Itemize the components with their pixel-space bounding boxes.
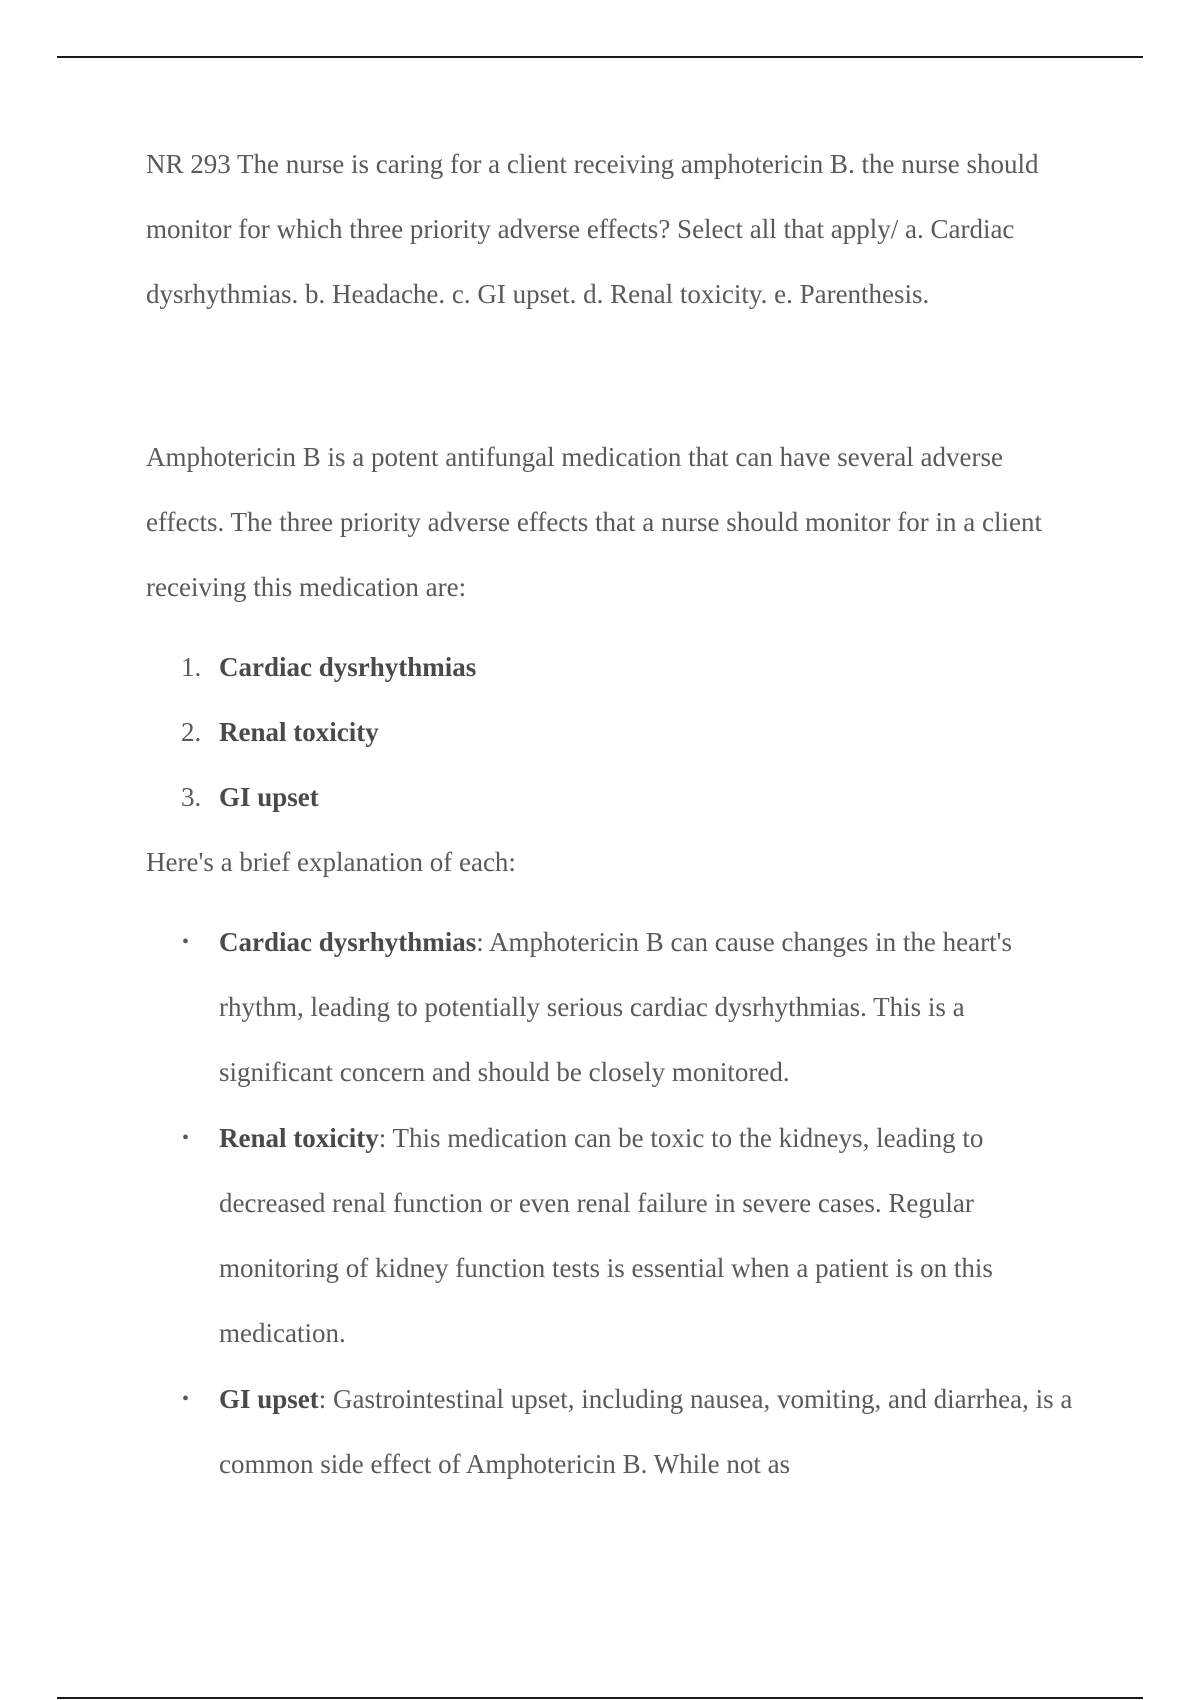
explanation-text: : Amphotericin B can cause changes in the heart's rhythm, leading to potentially serious cardiac dysrhythmias. This is a significant concern and should be closely monitored. xyxy=(219,927,1012,1087)
explanation-text: : Gastrointestinal upset, including nausea, vomiting, and diarrhea, is a common side effect of Amphotericin B. While not as xyxy=(219,1384,1073,1479)
explanation-list xyxy=(146,910,1076,1497)
priority-effect-1: Cardiac dysrhythmias xyxy=(219,652,477,682)
priority-effect-3: GI upset xyxy=(219,782,319,812)
document-body xyxy=(146,132,1076,1498)
top-divider xyxy=(57,56,1143,58)
list-item xyxy=(219,635,1076,700)
list-item xyxy=(219,765,1076,830)
bottom-divider xyxy=(57,1697,1143,1699)
explanation-term: GI upset xyxy=(219,1384,319,1414)
explanation-text: : This medication can be toxic to the kidneys, leading to decreased renal function or even renal failure in severe cases. Regular monitoring of kidney function tests is essential when a patient is on this medication. xyxy=(219,1123,993,1348)
list-item xyxy=(219,1106,1076,1366)
explanation-term: Renal toxicity xyxy=(219,1123,379,1153)
answer-intro: Amphotericin B is a potent antifungal medication that can have several adverse effects. The three priority adverse effects that a nurse should monitor for in a client receiving this medication are: xyxy=(146,442,1042,602)
list-item xyxy=(219,1367,1076,1497)
explanation-term: Cardiac dysrhythmias xyxy=(219,927,477,957)
list-item xyxy=(219,910,1076,1105)
list-item xyxy=(219,700,1076,765)
priority-effects-list xyxy=(146,635,1076,830)
explanation-intro: Here's a brief explanation of each: xyxy=(146,847,516,877)
priority-effect-2: Renal toxicity xyxy=(219,717,379,747)
question-text: NR 293 The nurse is caring for a client receiving amphotericin B. the nurse should monitor for which three priority adverse effects? Select all that apply/ a. Cardiac dysrhythmias. b. Headache. c. GI upset. d. Renal toxicity. e. Parenthesis. xyxy=(146,149,1039,309)
